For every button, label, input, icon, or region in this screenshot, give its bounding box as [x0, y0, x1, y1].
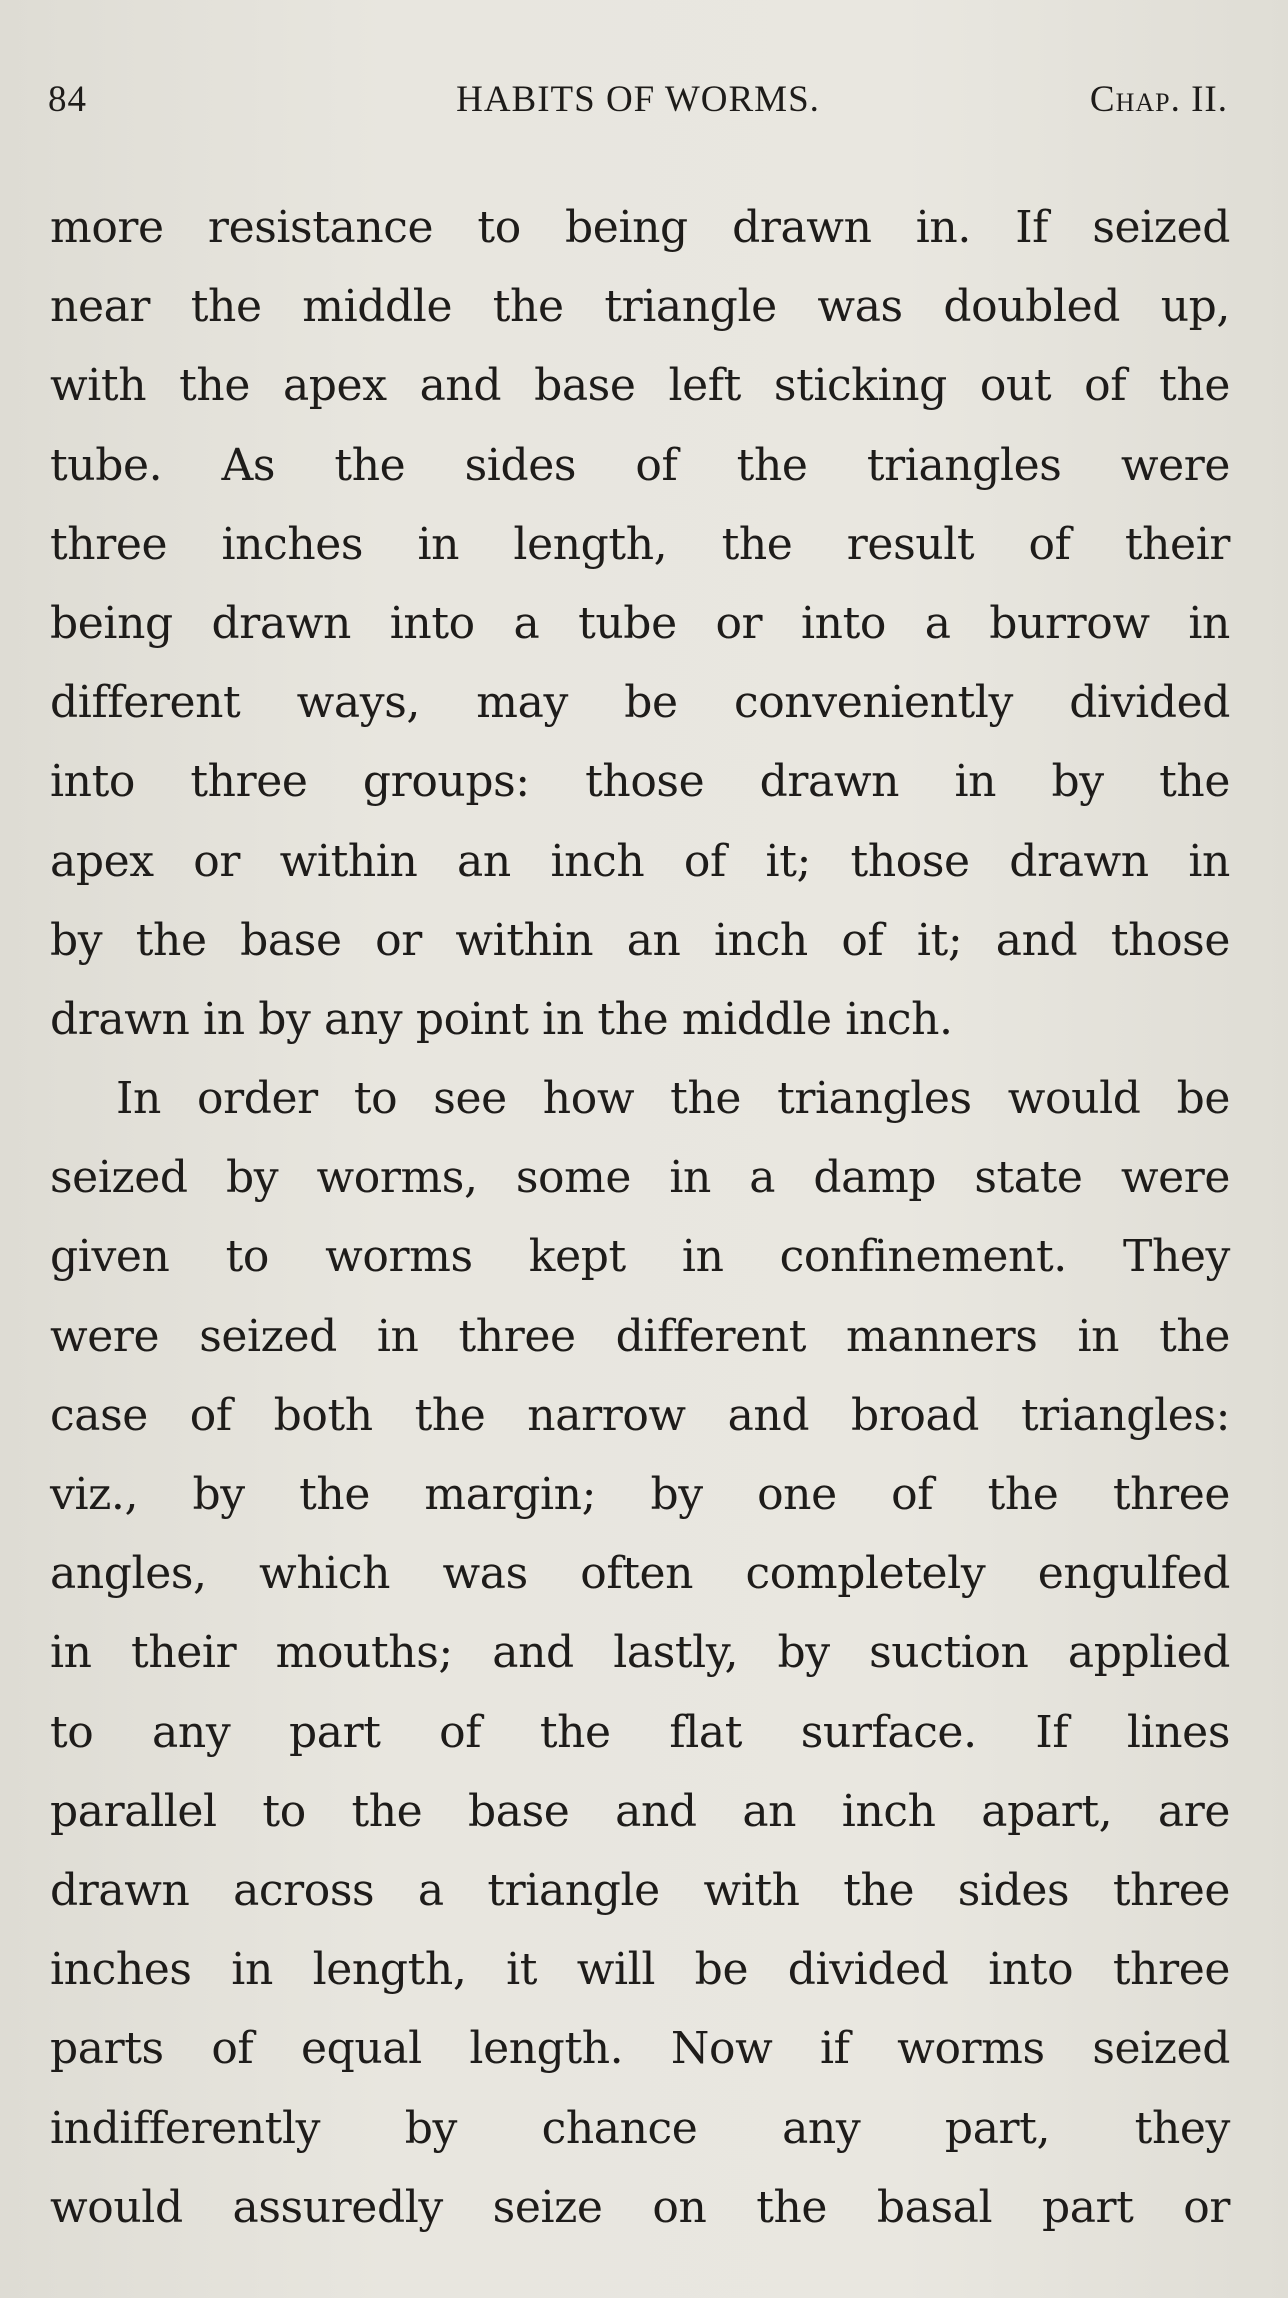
text-line: into three groups: those drawn in by the	[50, 756, 1230, 808]
text-line: being drawn into a tube or into a burrow in	[50, 597, 1230, 649]
text-line: angles, which was often completely engulfed	[50, 1548, 1230, 1600]
running-title: HABITS OF WORMS.	[456, 79, 820, 120]
text-line: in their mouths; and lastly, by suction applied	[50, 1627, 1230, 1679]
paragraph-2	[50, 1059, 1230, 2247]
text-line: parts of equal length. Now if worms seized	[50, 2023, 1230, 2075]
page-number: 84	[48, 79, 87, 120]
text-line: different ways, may be conveniently divided	[50, 677, 1230, 729]
text-line: In order to see how the triangles would be	[116, 1073, 1230, 1125]
text-line: parallel to the base and an inch apart, are	[50, 1785, 1230, 1837]
chapter-reference: Chap. II.	[1089, 79, 1228, 120]
text-line: more resistance to being drawn in. If seized	[50, 202, 1230, 253]
text-line: viz., by the margin; by one of the three	[50, 1469, 1230, 1520]
text-line: inches in length, it will be divided into three	[50, 1944, 1230, 1996]
text-line: three inches in length, the result of their	[50, 518, 1230, 570]
text-line: would assuredly seize on the basal part or	[50, 2181, 1230, 2233]
text-line: to any part of the flat surface. If lines	[50, 1706, 1230, 1758]
text-line: drawn across a triangle with the sides three	[50, 1864, 1230, 1916]
text-line: were seized in three different manners in the	[50, 1310, 1230, 1362]
text-line: tube. As the sides of the triangles were	[50, 439, 1230, 491]
text-line: drawn in by any point in the middle inch.	[50, 993, 953, 1045]
text-line: case of both the narrow and broad triangles:	[50, 1389, 1230, 1441]
text-line: given to worms kept in confinement. They	[50, 1231, 1230, 1283]
text-line: apex or within an inch of it; those drawn in	[50, 835, 1230, 887]
text-line: indifferently by chance any part, they	[50, 2102, 1230, 2154]
text-line: by the base or within an inch of it; and those	[50, 914, 1230, 966]
paragraph-1	[50, 188, 1230, 1059]
text-line: near the middle the triangle was doubled up,	[50, 281, 1230, 333]
body-text	[50, 188, 1230, 2247]
running-head	[48, 78, 1228, 138]
text-line: with the apex and base left sticking out of the	[50, 360, 1230, 412]
text-line: seized by worms, some in a damp state were	[50, 1152, 1230, 1204]
